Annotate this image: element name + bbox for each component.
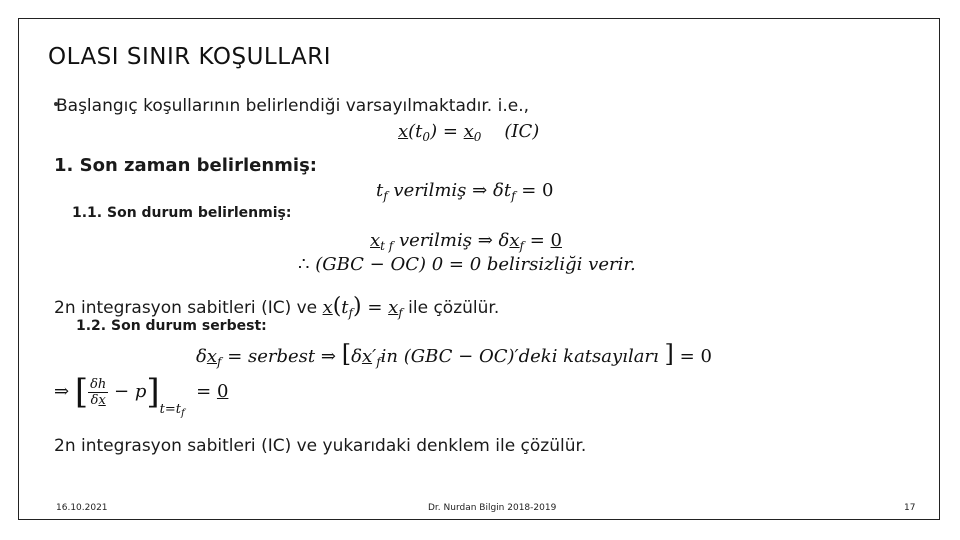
footer-date: 16.10.2021 bbox=[56, 503, 108, 513]
section-1-heading: 1. Son zaman belirlenmiş: bbox=[54, 155, 317, 176]
xtf-word: verilmiş bbox=[398, 230, 472, 251]
footer-page-number: 17 bbox=[904, 503, 916, 513]
slide-title: OLASI SINIR KOŞULLARI bbox=[48, 44, 332, 70]
footer-author: Dr. Nurdan Bilgin 2018-2019 bbox=[428, 503, 557, 513]
transversality-equation: ⇒ [ $\frac{\delta h}{\delta x}$ − $p]_{t=t_f} = 0$ bbox=[54, 372, 229, 419]
free-rest: in (GBC − OC)′deki katsayıları bbox=[380, 346, 659, 367]
free-word: serbest bbox=[248, 346, 316, 367]
xtf-given-equation: $x_{t f}$ verilmiş ⇒ $\delta x_f = 0$ bbox=[370, 230, 562, 253]
final-sub: t=t bbox=[159, 402, 181, 417]
free-state-equation: $\delta x_f$ = serbest ⇒ [$\delta x'_fin$ (GBC − OC)′deki katsayıları ] = 0 bbox=[196, 340, 712, 369]
initial-condition-equation: $x(t_0) = x_0$ (IC) bbox=[398, 121, 540, 144]
tf-given-equation: $t_f$ verilmiş ⇒ $\delta t_f = 0$ bbox=[376, 180, 554, 203]
tf-word: verilmiş bbox=[393, 180, 467, 201]
line-2n-ic-prefix: 2n integrasyon sabitleri (IC) ve bbox=[54, 298, 318, 318]
therefore-equation: ∴ (GBC − OC) 0 = 0 belirsizliği verir. bbox=[298, 254, 636, 275]
line-2n-ic: 2n integrasyon sabitleri (IC) ve $x(t_f) = x_f$ ile çözülür. bbox=[54, 294, 500, 320]
therefore-text: (GBC − OC) 0 = 0 belirsizliği verir. bbox=[315, 254, 636, 275]
ic-label: (IC) bbox=[504, 121, 540, 142]
line-2n-ic-suffix: ile çözülür. bbox=[408, 298, 500, 318]
intro-text: Başlangıç koşullarının belirlendiği varsayılmaktadır. i.e., bbox=[56, 96, 530, 116]
section-1-1-heading: 1.1. Son durum belirlenmiş: bbox=[72, 205, 292, 221]
section-1-2-heading: 1.2. Son durum serbest: bbox=[76, 318, 267, 334]
line-2n-final: 2n integrasyon sabitleri (IC) ve yukarıdaki denklem ile çözülür. bbox=[54, 436, 587, 456]
